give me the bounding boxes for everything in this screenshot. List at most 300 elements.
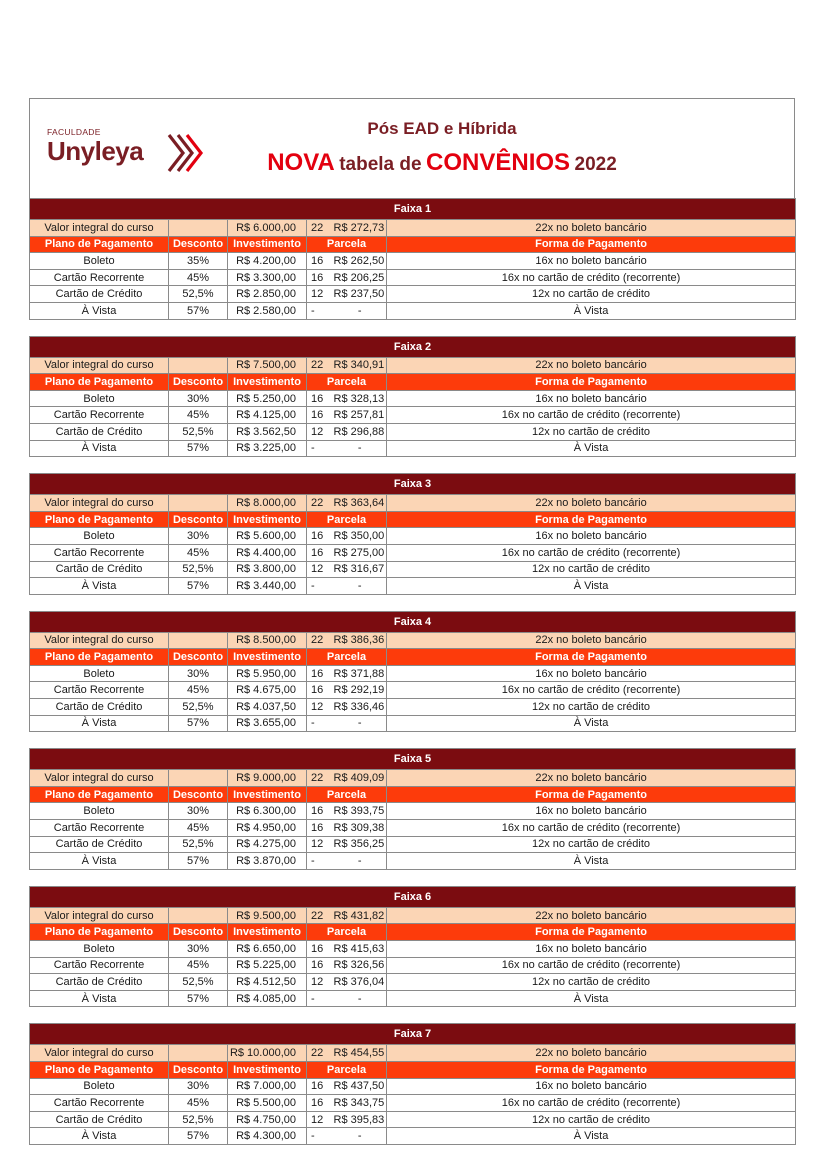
forma-cell: 12x no cartão de crédito bbox=[387, 974, 796, 991]
valor-integral-parcela: R$ 454,55 bbox=[332, 1045, 387, 1062]
installments-cell: 16 bbox=[307, 544, 332, 561]
parcela-cell: R$ 356,25 bbox=[332, 836, 387, 853]
investimento-cell: R$ 5.225,00 bbox=[228, 957, 307, 974]
col-forma: Forma de Pagamento bbox=[387, 374, 796, 391]
plano-cell: Cartão de Crédito bbox=[30, 974, 169, 991]
installments-cell: - bbox=[307, 853, 332, 870]
valor-integral-label: Valor integral do curso bbox=[30, 495, 169, 512]
forma-cell: 12x no cartão de crédito bbox=[387, 699, 796, 716]
plano-cell: Cartão Recorrente bbox=[30, 269, 169, 286]
installments-cell: 12 bbox=[307, 286, 332, 303]
column-header-row bbox=[30, 236, 796, 253]
investimento-cell: R$ 4.750,00 bbox=[228, 1111, 307, 1128]
faixa-title: Faixa 1 bbox=[30, 199, 796, 220]
investimento-cell: R$ 2.580,00 bbox=[228, 302, 307, 319]
parcela-cell: R$ 336,46 bbox=[332, 699, 387, 716]
table-row bbox=[30, 390, 796, 407]
parcela-cell: R$ 262,50 bbox=[332, 253, 387, 270]
forma-cell: 16x no cartão de crédito (recorrente) bbox=[387, 1095, 796, 1112]
valor-integral-empty bbox=[169, 220, 228, 237]
desconto-cell: 52,5% bbox=[169, 836, 228, 853]
forma-cell: À Vista bbox=[387, 440, 796, 457]
installments-cell: 16 bbox=[307, 1095, 332, 1112]
valor-integral-row bbox=[30, 907, 796, 924]
investimento-cell: R$ 5.600,00 bbox=[228, 528, 307, 545]
col-desconto: Desconto bbox=[169, 924, 228, 941]
desconto-cell: 45% bbox=[169, 269, 228, 286]
table-row bbox=[30, 803, 796, 820]
column-header-row bbox=[30, 924, 796, 941]
col-investimento: Investimento bbox=[228, 236, 307, 253]
desconto-cell: 52,5% bbox=[169, 699, 228, 716]
parcela-cell: R$ 257,81 bbox=[332, 407, 387, 424]
faixa-table bbox=[29, 1023, 796, 1145]
investimento-cell: R$ 7.000,00 bbox=[228, 1078, 307, 1095]
faixa-block bbox=[29, 611, 795, 733]
faixa-table bbox=[29, 748, 796, 870]
forma-cell: À Vista bbox=[387, 853, 796, 870]
investimento-cell: R$ 5.250,00 bbox=[228, 390, 307, 407]
valor-integral-parcela: R$ 272,73 bbox=[332, 220, 387, 237]
desconto-cell: 57% bbox=[169, 578, 228, 595]
plano-cell: Cartão Recorrente bbox=[30, 820, 169, 837]
parcela-cell: R$ 395,83 bbox=[332, 1111, 387, 1128]
plano-cell: Boleto bbox=[30, 253, 169, 270]
parcela-cell: R$ 275,00 bbox=[332, 544, 387, 561]
installments-cell: 16 bbox=[307, 390, 332, 407]
valor-integral-parcela: R$ 340,91 bbox=[332, 357, 387, 374]
installments-cell: 16 bbox=[307, 253, 332, 270]
plano-cell: À Vista bbox=[30, 578, 169, 595]
table-row bbox=[30, 269, 796, 286]
faixa-block bbox=[29, 1023, 795, 1145]
table-gap bbox=[29, 732, 795, 748]
faixa-title-row bbox=[30, 749, 796, 770]
valor-integral-row bbox=[30, 495, 796, 512]
plano-cell: Boleto bbox=[30, 803, 169, 820]
desconto-cell: 57% bbox=[169, 715, 228, 732]
col-parcela: Parcela bbox=[307, 1061, 387, 1078]
valor-integral-forma: 22x no boleto bancário bbox=[387, 632, 796, 649]
desconto-cell: 52,5% bbox=[169, 423, 228, 440]
logo-faculdade-text: FACULDADE bbox=[47, 127, 101, 137]
valor-integral-value: R$ 6.000,00 bbox=[228, 220, 307, 237]
col-parcela: Parcela bbox=[307, 924, 387, 941]
col-investimento: Investimento bbox=[228, 374, 307, 391]
investimento-cell: R$ 4.675,00 bbox=[228, 682, 307, 699]
table-row bbox=[30, 699, 796, 716]
faixa-block bbox=[29, 748, 795, 870]
valor-integral-installments: 22 bbox=[307, 632, 332, 649]
installments-cell: 16 bbox=[307, 957, 332, 974]
valor-integral-row bbox=[30, 357, 796, 374]
desconto-cell: 52,5% bbox=[169, 974, 228, 991]
col-plano: Plano de Pagamento bbox=[30, 236, 169, 253]
parcela-cell: - bbox=[332, 1128, 387, 1145]
plano-cell: Cartão Recorrente bbox=[30, 407, 169, 424]
investimento-cell: R$ 4.512,50 bbox=[228, 974, 307, 991]
valor-integral-installments: 22 bbox=[307, 1045, 332, 1062]
installments-cell: 16 bbox=[307, 941, 332, 958]
installments-cell: 12 bbox=[307, 1111, 332, 1128]
valor-integral-forma: 22x no boleto bancário bbox=[387, 357, 796, 374]
valor-integral-empty bbox=[169, 770, 228, 787]
valor-integral-empty bbox=[169, 907, 228, 924]
installments-cell: - bbox=[307, 1128, 332, 1145]
desconto-cell: 52,5% bbox=[169, 561, 228, 578]
installments-cell: 16 bbox=[307, 803, 332, 820]
installments-cell: - bbox=[307, 715, 332, 732]
table-row bbox=[30, 853, 796, 870]
desconto-cell: 30% bbox=[169, 390, 228, 407]
plano-cell: Boleto bbox=[30, 1078, 169, 1095]
investimento-cell: R$ 6.650,00 bbox=[228, 941, 307, 958]
valor-integral-value: R$ 8.000,00 bbox=[228, 495, 307, 512]
parcela-cell: R$ 376,04 bbox=[332, 974, 387, 991]
faixa-title: Faixa 5 bbox=[30, 749, 796, 770]
faixa-block bbox=[29, 886, 795, 1008]
col-plano: Plano de Pagamento bbox=[30, 511, 169, 528]
valor-integral-installments: 22 bbox=[307, 495, 332, 512]
col-desconto: Desconto bbox=[169, 786, 228, 803]
plano-cell: À Vista bbox=[30, 1128, 169, 1145]
desconto-cell: 30% bbox=[169, 665, 228, 682]
valor-integral-row bbox=[30, 632, 796, 649]
plano-cell: Cartão de Crédito bbox=[30, 423, 169, 440]
faixa-block bbox=[29, 473, 795, 595]
title-line-1: Pós EAD e Híbrida bbox=[367, 119, 517, 138]
plano-cell: À Vista bbox=[30, 715, 169, 732]
col-investimento: Investimento bbox=[228, 511, 307, 528]
forma-cell: À Vista bbox=[387, 578, 796, 595]
desconto-cell: 45% bbox=[169, 820, 228, 837]
valor-integral-label: Valor integral do curso bbox=[30, 770, 169, 787]
col-forma: Forma de Pagamento bbox=[387, 1061, 796, 1078]
investimento-cell: R$ 6.300,00 bbox=[228, 803, 307, 820]
forma-cell: 12x no cartão de crédito bbox=[387, 1111, 796, 1128]
forma-cell: 16x no cartão de crédito (recorrente) bbox=[387, 407, 796, 424]
forma-cell: 12x no cartão de crédito bbox=[387, 423, 796, 440]
table-row bbox=[30, 990, 796, 1007]
forma-cell: 12x no cartão de crédito bbox=[387, 286, 796, 303]
valor-integral-parcela: R$ 431,82 bbox=[332, 907, 387, 924]
title-year: 2022 bbox=[574, 154, 617, 175]
forma-cell: À Vista bbox=[387, 990, 796, 1007]
col-plano: Plano de Pagamento bbox=[30, 786, 169, 803]
investimento-cell: R$ 3.800,00 bbox=[228, 561, 307, 578]
desconto-cell: 45% bbox=[169, 682, 228, 699]
plano-cell: À Vista bbox=[30, 990, 169, 1007]
parcela-cell: R$ 326,56 bbox=[332, 957, 387, 974]
table-row bbox=[30, 957, 796, 974]
parcela-cell: - bbox=[332, 990, 387, 1007]
desconto-cell: 57% bbox=[169, 1128, 228, 1145]
valor-integral-value: R$ 9.500,00 bbox=[228, 907, 307, 924]
investimento-cell: R$ 4.275,00 bbox=[228, 836, 307, 853]
table-gap bbox=[29, 320, 795, 336]
forma-cell: 16x no boleto bancário bbox=[387, 941, 796, 958]
faixa-table bbox=[29, 198, 796, 320]
valor-integral-label: Valor integral do curso bbox=[30, 907, 169, 924]
valor-integral-parcela: R$ 363,64 bbox=[332, 495, 387, 512]
faixa-title-row bbox=[30, 474, 796, 495]
desconto-cell: 45% bbox=[169, 1095, 228, 1112]
parcela-cell: R$ 343,75 bbox=[332, 1095, 387, 1112]
plano-cell: Cartão de Crédito bbox=[30, 286, 169, 303]
faixa-title-row bbox=[30, 199, 796, 220]
installments-cell: 12 bbox=[307, 423, 332, 440]
valor-integral-forma: 22x no boleto bancário bbox=[387, 770, 796, 787]
parcela-cell: R$ 296,88 bbox=[332, 423, 387, 440]
valor-integral-empty bbox=[169, 1045, 228, 1062]
col-parcela: Parcela bbox=[307, 374, 387, 391]
desconto-cell: 30% bbox=[169, 1078, 228, 1095]
installments-cell: - bbox=[307, 578, 332, 595]
plano-cell: À Vista bbox=[30, 440, 169, 457]
installments-cell: 16 bbox=[307, 269, 332, 286]
forma-cell: À Vista bbox=[387, 715, 796, 732]
parcela-cell: R$ 393,75 bbox=[332, 803, 387, 820]
logo-wordmark: Unyleya bbox=[47, 136, 144, 166]
forma-cell: 16x no boleto bancário bbox=[387, 253, 796, 270]
table-gap bbox=[29, 1007, 795, 1023]
table-row bbox=[30, 578, 796, 595]
col-forma: Forma de Pagamento bbox=[387, 649, 796, 666]
col-desconto: Desconto bbox=[169, 511, 228, 528]
valor-integral-empty bbox=[169, 632, 228, 649]
investimento-cell: R$ 4.200,00 bbox=[228, 253, 307, 270]
valor-integral-label: Valor integral do curso bbox=[30, 220, 169, 237]
installments-cell: 16 bbox=[307, 820, 332, 837]
parcela-cell: R$ 371,88 bbox=[332, 665, 387, 682]
sheet-header bbox=[29, 98, 795, 198]
plano-cell: Boleto bbox=[30, 528, 169, 545]
desconto-cell: 57% bbox=[169, 990, 228, 1007]
col-forma: Forma de Pagamento bbox=[387, 786, 796, 803]
investimento-cell: R$ 3.300,00 bbox=[228, 269, 307, 286]
valor-integral-label: Valor integral do curso bbox=[30, 632, 169, 649]
installments-cell: 16 bbox=[307, 665, 332, 682]
desconto-cell: 57% bbox=[169, 440, 228, 457]
plano-cell: Cartão de Crédito bbox=[30, 836, 169, 853]
investimento-cell: R$ 3.440,00 bbox=[228, 578, 307, 595]
valor-integral-forma: 22x no boleto bancário bbox=[387, 220, 796, 237]
installments-cell: 12 bbox=[307, 561, 332, 578]
column-header-row bbox=[30, 511, 796, 528]
col-plano: Plano de Pagamento bbox=[30, 649, 169, 666]
parcela-cell: R$ 292,19 bbox=[332, 682, 387, 699]
forma-cell: 16x no cartão de crédito (recorrente) bbox=[387, 957, 796, 974]
column-header-row bbox=[30, 786, 796, 803]
parcela-cell: R$ 206,25 bbox=[332, 269, 387, 286]
faixa-title: Faixa 7 bbox=[30, 1024, 796, 1045]
forma-cell: 16x no boleto bancário bbox=[387, 1078, 796, 1095]
parcela-cell: - bbox=[332, 440, 387, 457]
desconto-cell: 35% bbox=[169, 253, 228, 270]
table-row bbox=[30, 253, 796, 270]
faixa-title-row bbox=[30, 336, 796, 357]
faixa-title: Faixa 4 bbox=[30, 611, 796, 632]
table-row bbox=[30, 407, 796, 424]
col-plano: Plano de Pagamento bbox=[30, 1061, 169, 1078]
desconto-cell: 45% bbox=[169, 407, 228, 424]
table-row bbox=[30, 820, 796, 837]
valor-integral-row bbox=[30, 1045, 796, 1062]
parcela-cell: R$ 350,00 bbox=[332, 528, 387, 545]
table-row bbox=[30, 682, 796, 699]
valor-integral-empty bbox=[169, 357, 228, 374]
column-header-row bbox=[30, 649, 796, 666]
title-mid: tabela de bbox=[339, 154, 422, 175]
investimento-cell: R$ 3.655,00 bbox=[228, 715, 307, 732]
valor-integral-empty bbox=[169, 495, 228, 512]
faixas-container bbox=[29, 198, 795, 1145]
forma-cell: 16x no boleto bancário bbox=[387, 665, 796, 682]
col-desconto: Desconto bbox=[169, 1061, 228, 1078]
investimento-cell: R$ 4.085,00 bbox=[228, 990, 307, 1007]
valor-integral-row bbox=[30, 770, 796, 787]
forma-cell: 16x no boleto bancário bbox=[387, 528, 796, 545]
col-plano: Plano de Pagamento bbox=[30, 924, 169, 941]
desconto-cell: 30% bbox=[169, 803, 228, 820]
faixa-block bbox=[29, 336, 795, 458]
table-row bbox=[30, 528, 796, 545]
investimento-cell: R$ 4.400,00 bbox=[228, 544, 307, 561]
valor-integral-parcela: R$ 386,36 bbox=[332, 632, 387, 649]
faixa-table bbox=[29, 473, 796, 595]
table-row bbox=[30, 561, 796, 578]
parcela-cell: R$ 316,67 bbox=[332, 561, 387, 578]
parcela-cell: R$ 309,38 bbox=[332, 820, 387, 837]
installments-cell: 16 bbox=[307, 682, 332, 699]
parcela-cell: R$ 437,50 bbox=[332, 1078, 387, 1095]
plano-cell: Cartão de Crédito bbox=[30, 699, 169, 716]
installments-cell: 16 bbox=[307, 1078, 332, 1095]
plano-cell: À Vista bbox=[30, 853, 169, 870]
table-gap bbox=[29, 595, 795, 611]
title-line-2 bbox=[30, 149, 794, 177]
col-forma: Forma de Pagamento bbox=[387, 236, 796, 253]
installments-cell: - bbox=[307, 440, 332, 457]
investimento-cell: R$ 3.562,50 bbox=[228, 423, 307, 440]
faixa-title-row bbox=[30, 611, 796, 632]
faixa-block bbox=[29, 198, 795, 320]
table-row bbox=[30, 544, 796, 561]
parcela-cell: - bbox=[332, 853, 387, 870]
price-sheet bbox=[29, 98, 795, 1145]
investimento-cell: R$ 3.870,00 bbox=[228, 853, 307, 870]
table-row bbox=[30, 941, 796, 958]
table-row bbox=[30, 715, 796, 732]
parcela-cell: R$ 415,63 bbox=[332, 941, 387, 958]
plano-cell: À Vista bbox=[30, 302, 169, 319]
installments-cell: 12 bbox=[307, 974, 332, 991]
col-desconto: Desconto bbox=[169, 649, 228, 666]
desconto-cell: 52,5% bbox=[169, 1111, 228, 1128]
forma-cell: 16x no cartão de crédito (recorrente) bbox=[387, 269, 796, 286]
investimento-cell: R$ 2.850,00 bbox=[228, 286, 307, 303]
col-desconto: Desconto bbox=[169, 236, 228, 253]
investimento-cell: R$ 4.037,50 bbox=[228, 699, 307, 716]
forma-cell: 12x no cartão de crédito bbox=[387, 561, 796, 578]
col-investimento: Investimento bbox=[228, 1061, 307, 1078]
col-investimento: Investimento bbox=[228, 649, 307, 666]
desconto-cell: 30% bbox=[169, 941, 228, 958]
plano-cell: Cartão Recorrente bbox=[30, 957, 169, 974]
table-row bbox=[30, 1095, 796, 1112]
forma-cell: À Vista bbox=[387, 302, 796, 319]
table-row bbox=[30, 286, 796, 303]
valor-integral-value: R$ 7.500,00 bbox=[228, 357, 307, 374]
col-forma: Forma de Pagamento bbox=[387, 924, 796, 941]
valor-integral-installments: 22 bbox=[307, 907, 332, 924]
column-header-row bbox=[30, 374, 796, 391]
plano-cell: Boleto bbox=[30, 941, 169, 958]
investimento-cell: R$ 4.300,00 bbox=[228, 1128, 307, 1145]
title-nova: NOVA bbox=[267, 149, 335, 176]
plano-cell: Cartão Recorrente bbox=[30, 682, 169, 699]
col-parcela: Parcela bbox=[307, 511, 387, 528]
table-gap bbox=[29, 870, 795, 886]
col-plano: Plano de Pagamento bbox=[30, 374, 169, 391]
plano-cell: Cartão de Crédito bbox=[30, 1111, 169, 1128]
investimento-cell: R$ 5.500,00 bbox=[228, 1095, 307, 1112]
valor-integral-label: Valor integral do curso bbox=[30, 1045, 169, 1062]
col-forma: Forma de Pagamento bbox=[387, 511, 796, 528]
col-parcela: Parcela bbox=[307, 649, 387, 666]
faixa-table bbox=[29, 886, 796, 1008]
desconto-cell: 45% bbox=[169, 544, 228, 561]
plano-cell: Boleto bbox=[30, 665, 169, 682]
parcela-cell: - bbox=[332, 715, 387, 732]
table-row bbox=[30, 1078, 796, 1095]
table-row bbox=[30, 423, 796, 440]
parcela-cell: - bbox=[332, 302, 387, 319]
installments-cell: - bbox=[307, 990, 332, 1007]
valor-integral-value: R$ 9.000,00 bbox=[228, 770, 307, 787]
table-row bbox=[30, 302, 796, 319]
title-convenios: CONVÊNIOS bbox=[426, 149, 571, 176]
col-investimento: Investimento bbox=[228, 924, 307, 941]
forma-cell: 16x no cartão de crédito (recorrente) bbox=[387, 682, 796, 699]
valor-integral-installments: 22 bbox=[307, 770, 332, 787]
table-row bbox=[30, 665, 796, 682]
table-row bbox=[30, 974, 796, 991]
plano-cell: Cartão de Crédito bbox=[30, 561, 169, 578]
table-row bbox=[30, 1128, 796, 1145]
forma-cell: 16x no cartão de crédito (recorrente) bbox=[387, 544, 796, 561]
desconto-cell: 30% bbox=[169, 528, 228, 545]
table-row bbox=[30, 440, 796, 457]
valor-integral-forma: 22x no boleto bancário bbox=[387, 1045, 796, 1062]
valor-integral-value: R$ 8.500,00 bbox=[228, 632, 307, 649]
faixa-table bbox=[29, 611, 796, 733]
forma-cell: 16x no boleto bancário bbox=[387, 390, 796, 407]
valor-integral-installments: 22 bbox=[307, 220, 332, 237]
table-gap bbox=[29, 457, 795, 473]
forma-cell: 12x no cartão de crédito bbox=[387, 836, 796, 853]
valor-integral-label: Valor integral do curso bbox=[30, 357, 169, 374]
column-header-row bbox=[30, 1061, 796, 1078]
installments-cell: 12 bbox=[307, 699, 332, 716]
installments-cell: 16 bbox=[307, 407, 332, 424]
installments-cell: 12 bbox=[307, 836, 332, 853]
plano-cell: Cartão Recorrente bbox=[30, 1095, 169, 1112]
investimento-cell: R$ 5.950,00 bbox=[228, 665, 307, 682]
investimento-cell: R$ 4.950,00 bbox=[228, 820, 307, 837]
faixa-table bbox=[29, 336, 796, 458]
parcela-cell: R$ 328,13 bbox=[332, 390, 387, 407]
